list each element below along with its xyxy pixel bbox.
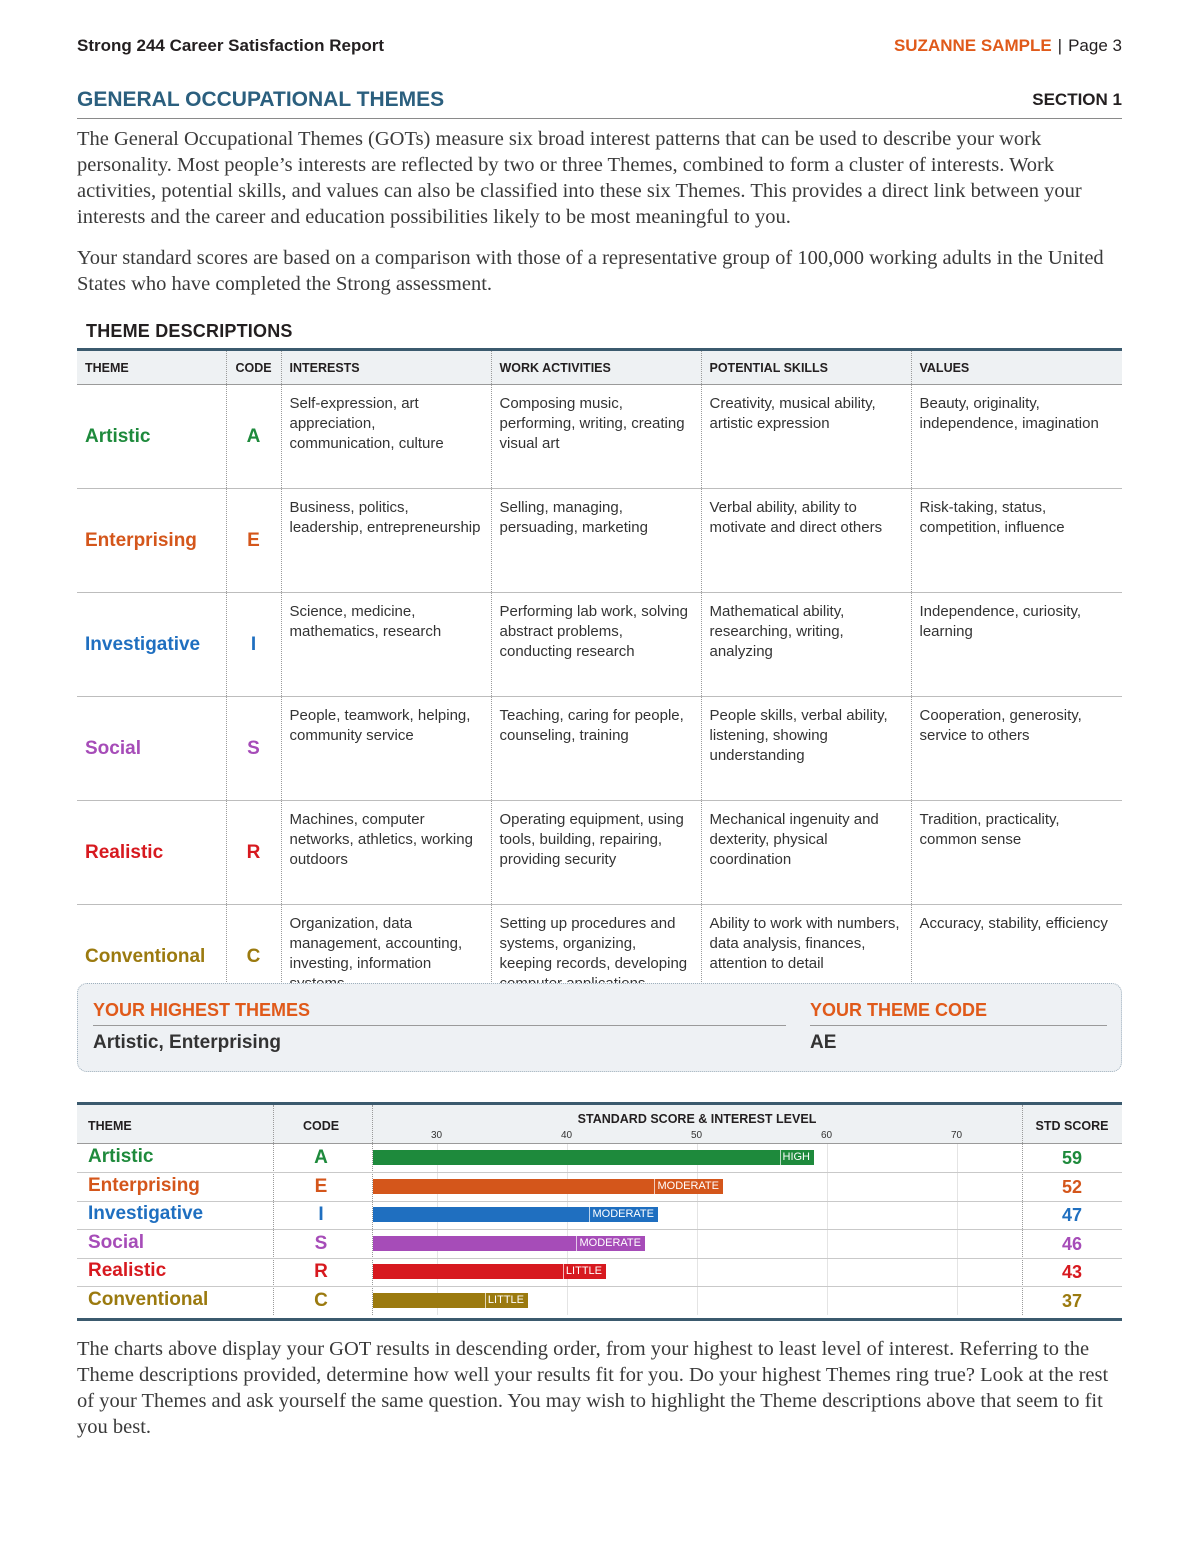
section-number: SECTION 1 [1032,90,1122,109]
table-header-row [77,350,1122,385]
work-activities-cell: Selling, managing, persuading, marketing [491,489,701,593]
theme-name-cell: Artistic [77,385,226,489]
work-activities-cell: Operating equipment, using tools, building, repairing, providing security [491,801,701,905]
x-tick-label: 50 [691,1130,703,1141]
theme-code-rule [810,1025,1107,1026]
score-bar [373,1207,658,1222]
interest-level-label: MODERATE [576,1236,643,1251]
std-score-value: 47 [1061,1205,1083,1225]
score-bar [373,1150,814,1165]
chart-row [77,1201,1122,1230]
theme-code-label: YOUR THEME CODE [810,1000,988,1020]
work-activities-cell: Setting up procedures and systems, organizing, keeping records, developing [491,905,701,1010]
highest-themes-label: YOUR HIGHEST THEMES [93,1000,311,1020]
section-heading [77,88,1122,119]
theme-code-value: AE [810,1032,837,1053]
table-row [77,593,1122,697]
chart-row [77,1287,1122,1315]
theme-name-cell: Realistic [77,801,226,905]
interests-cell: Organization, data management, accounting, investing, information [281,905,491,1010]
theme-code-cell: I [226,593,281,697]
intro-paragraph-1: The General Occupational Themes (GOTs) measure six broad interest patterns that can be used to describe your work personality. Most people’s interests are reflected by two or three Themes, combined to form a cluster of interests. Work activities, potential skills, and values can also be classified into these six Themes. This provides a direct link between your interests and the career and education possibilities likely to be most meaningful to you. [77,128,1082,228]
work-activities-cell: Teaching, caring for people, counseling, training [491,697,701,801]
chart-title: STANDARD SCORE & INTEREST LEVEL [577,1112,817,1126]
theme-name-cell: Social [77,697,226,801]
closing-paragraph: The charts above display your GOT results in descending order, from your highest to least level of interest. Referring to the Theme descriptions provided, determine how well your results fit for you. Do your highest Themes ring true? Look at the rest of your Themes and ask yourself the same question. You may wish to highlight the Theme descriptions above that seem to fit you best. [77,1338,1109,1438]
header-separator: | [1057,36,1063,55]
chart-header [77,1105,1122,1144]
highest-themes-box [77,983,1122,1072]
table-row [77,801,1122,905]
values-cell: Cooperation, generosity, service to others [911,697,1122,801]
header-code: CODE [226,350,281,385]
chart-header-theme: THEME [88,1119,132,1133]
chart-row [77,1144,1122,1173]
interest-level-label: LITTLE [485,1293,526,1308]
theme-code-cell: S [226,697,281,801]
header-potential-skills: POTENTIAL SKILLS [701,350,911,385]
interest-level-label: HIGH [780,1150,813,1165]
interest-level-label: MODERATE [589,1207,656,1222]
chart-code-label: S [314,1232,328,1254]
report-title: Strong 244 Career Satisfaction Report [77,36,385,55]
theme-name-cell: Enterprising [77,489,226,593]
candidate-name: SUZANNE SAMPLE [893,36,1052,55]
page-label: Page [1068,36,1108,55]
std-score-value: 46 [1061,1233,1083,1254]
header-interests: INTERESTS [281,350,491,385]
intro-paragraph-2: Your standard scores are based on a comparison with those of a representative group of 100,000 working adults in the United States who have completed the Strong assessment. [77,247,1104,295]
table-row [77,489,1122,593]
theme-code-cell: C [226,905,281,1010]
theme-code-cell: A [226,385,281,489]
theme-descriptions-title: THEME DESCRIPTIONS [86,321,293,341]
chart-code-label: I [318,1204,324,1225]
potential-skills-cell: Verbal ability, ability to motivate and direct others [701,489,911,593]
page-number: 3 [1112,36,1122,55]
chart-theme-label: Investigative [88,1203,204,1224]
header-theme: THEME [77,350,226,385]
values-cell: Risk-taking, status, competition, influence [911,489,1122,593]
std-score-value: 37 [1061,1290,1083,1311]
std-score-value: 43 [1061,1262,1083,1282]
x-tick-label: 40 [561,1130,573,1141]
table-row [77,385,1122,489]
theme-name-cell: Investigative [77,593,226,697]
potential-skills-cell: Creativity, musical ability, artistic expression [701,385,911,489]
score-bar [373,1236,645,1251]
section-title: GENERAL OCCUPATIONAL THEMES [77,88,445,111]
score-bar [373,1293,528,1308]
potential-skills-cell: Mathematical ability, researching, writing, analyzing [701,593,911,697]
interests-cell: Business, politics, leadership, entrepreneurship [281,489,491,593]
values-cell: Accuracy, stability, efficiency [919,915,1108,932]
theme-descriptions-table [77,348,1122,1011]
interests-cell: Machines, computer networks, athletics, working outdoors [281,801,491,905]
table-row [77,697,1122,801]
x-tick-label: 70 [951,1130,963,1141]
chart-theme-label: Realistic [88,1260,167,1281]
interest-level-label: LITTLE [563,1264,604,1279]
chart-header-code: CODE [302,1119,340,1133]
x-tick-label: 30 [431,1130,443,1141]
chart-theme-label: Artistic [88,1146,154,1167]
chart-row [77,1230,1122,1259]
interests-cell: Science, medicine, mathematics, research [281,593,491,697]
chart-code-label: A [314,1147,328,1168]
work-activities-cell: Performing lab work, solving abstract problems, conducting research [491,593,701,697]
potential-skills-cell: People skills, verbal ability, listening, showing understanding [701,697,911,801]
work-activities-cell: Composing music, performing, writing, creating visual art [491,385,701,489]
chart-header-std-score: STD SCORE [1035,1119,1109,1133]
header-work-activities: WORK ACTIVITIES [491,350,701,385]
values-cell: Tradition, practicality, common sense [911,801,1122,905]
values-cell: Beauty, originality, independence, imagination [911,385,1122,489]
highest-themes-rule [93,1025,786,1026]
std-score-value: 59 [1061,1148,1083,1168]
theme-name-cell: Conventional [77,905,226,1010]
header-right [894,36,1122,56]
values-cell: Independence, curiosity, learning [911,593,1122,697]
page-header [77,36,1122,58]
x-tick-label: 60 [821,1130,833,1141]
chart-row [77,1258,1122,1287]
interest-level-label: MODERATE [654,1179,721,1194]
score-chart [77,1102,1122,1321]
interests-cell: Self-expression, art appreciation, communication, culture [281,385,491,489]
chart-theme-label: Social [88,1231,144,1253]
score-bar [373,1264,606,1279]
chart-code-label: R [314,1261,328,1282]
interests-cell: People, teamwork, helping, community service [281,697,491,801]
chart-code-label: C [314,1289,328,1311]
std-score-value: 52 [1061,1176,1083,1197]
chart-row [77,1173,1122,1202]
header-values: VALUES [911,350,1122,385]
theme-code-cell: E [226,489,281,593]
chart-code-label: E [314,1175,328,1197]
chart-theme-label: Enterprising [88,1174,200,1196]
score-bar [373,1179,723,1194]
chart-theme-label: Conventional [88,1288,209,1310]
potential-skills-cell: Mechanical ingenuity and dexterity, physical coordination [701,801,911,905]
highest-themes-value: Artistic, Enterprising [93,1032,281,1053]
potential-skills-cell: Ability to work with numbers, data analysis, finances, attention to detail [701,905,911,1010]
theme-code-cell: R [226,801,281,905]
